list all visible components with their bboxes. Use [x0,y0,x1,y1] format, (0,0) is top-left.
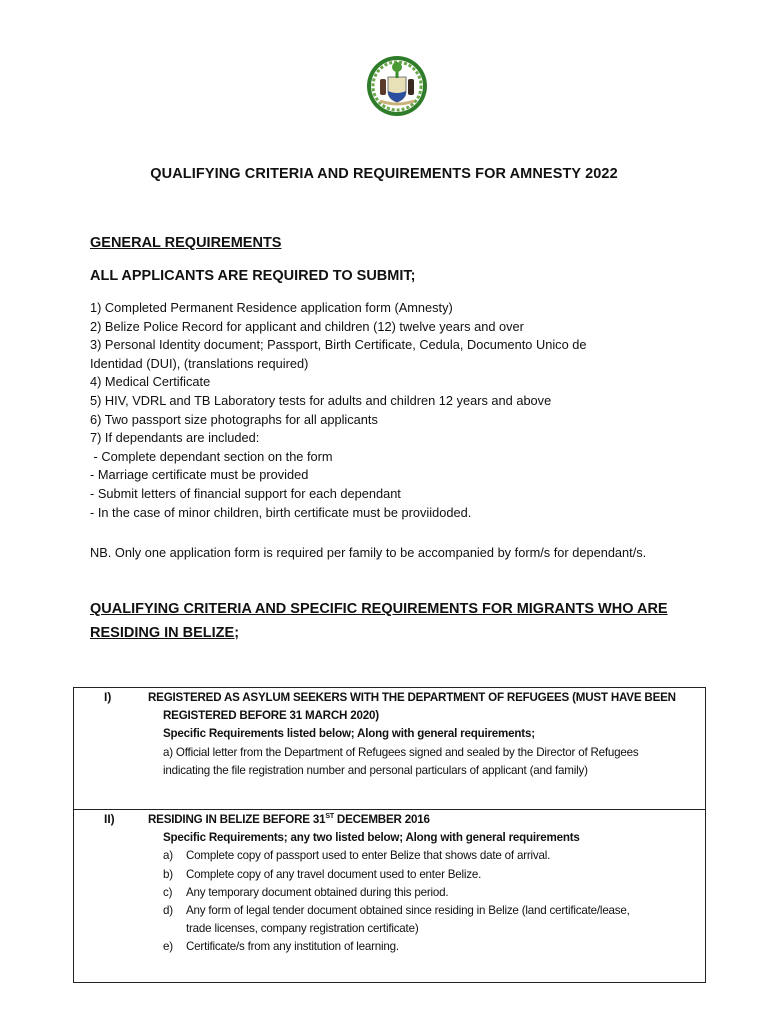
table-row [74,810,705,982]
item-text: Any form of legal tender document obtained since residing in Belize (land certificate/lease, [186,904,630,918]
row-title: REGISTERED AS ASYLUM SEEKERS WITH THE DEPARTMENT OF REFUGEES (MUST HAVE BEEN [148,691,676,704]
list-item [148,884,630,902]
row-title [148,811,630,829]
row-content [148,811,630,957]
item-text: Certificate/s from any institution of learning. [186,940,399,954]
list-item: - Submit letters of financial support for each dependant [90,485,401,501]
list-item: - Complete dependant section on the form [90,448,333,464]
item-text: Complete copy of any travel document used to enter Belize. [186,867,482,881]
coat-of-arms-seal-icon [366,55,428,117]
family-note: NB. Only one application form is required per family to be accompanied by form/s for dependant/s. [90,545,647,560]
item-text: Any temporary document obtained during this period. [186,885,449,899]
list-item: Identidad (DUI), (translations required) [90,355,309,371]
list-item: 5) HIV, VDRL and TB Laboratory tests for adults and children 12 years and above [90,392,552,408]
item-letter: e) [163,940,173,954]
list-item: - Marriage certificate must be provided [90,467,309,483]
item-letter: c) [163,885,173,899]
item-text: Complete copy of passport used to enter Belize that shows date of arrival. [186,849,551,863]
general-requirements-list [90,299,740,522]
row-numeral: II) [104,812,115,826]
list-item [148,902,630,920]
list-item: 7) If dependants are included: [90,430,260,446]
row-intro: Specific Requirements listed below; Along with general requirements; [163,727,535,741]
row-title-text: RESIDING IN BELIZE BEFORE 31 [148,813,326,826]
item-text: trade licenses, company registration certificate) [186,922,419,936]
row-title-text: DECEMBER 2016 [333,813,430,826]
list-item: 1) Completed Permanent Residence application form (Amnesty) [90,300,453,315]
all-applicants-heading: ALL APPLICANTS ARE REQUIRED TO SUBMIT; [90,268,416,284]
row-item: a) Official letter from the Department of Refugees signed and sealed by the Director of Refugees [163,745,639,759]
list-item: 3) Personal Identity document; Passport, Birth Certificate, Cedula, Documento Unico de [90,337,587,353]
row-title: REGISTERED BEFORE 31 MARCH 2020) [163,709,379,723]
list-item: 2) Belize Police Record for applicant and children (12) twelve years and over [90,318,524,334]
list-item [148,866,630,884]
heading-line: RESIDING IN BELIZE; [90,625,240,641]
item-letter: a) [163,849,173,863]
list-item [148,847,630,865]
list-item: 6) Two passport size photographs for all applicants [90,411,378,427]
row-intro: Specific Requirements; any two listed below; Along with general requirements [163,831,580,845]
row-item: indicating the file registration number and personal particulars of applicant (and family) [163,763,588,777]
requirements-table [73,687,706,983]
ordinal-suffix: ST [325,813,334,821]
heading-line: QUALIFYING CRITERIA AND SPECIFIC REQUIREMENTS FOR MIGRANTS WHO ARE [90,601,668,617]
row-content [148,689,676,780]
row-numeral: I) [104,690,112,704]
item-letter: b) [163,867,173,881]
list-item: 4) Medical Certificate [90,374,211,390]
list-item-continuation [148,920,630,938]
item-letter: d) [163,904,173,918]
specific-requirements-heading [90,597,730,645]
table-row [74,688,705,810]
general-requirements-heading: GENERAL REQUIREMENTS [90,235,282,251]
list-item: - In the case of minor children, birth certificate must be proviidoded. [90,504,472,520]
document-title: QUALIFYING CRITERIA AND REQUIREMENTS FOR AMNESTY 2022 [150,166,618,182]
list-item [148,938,630,956]
